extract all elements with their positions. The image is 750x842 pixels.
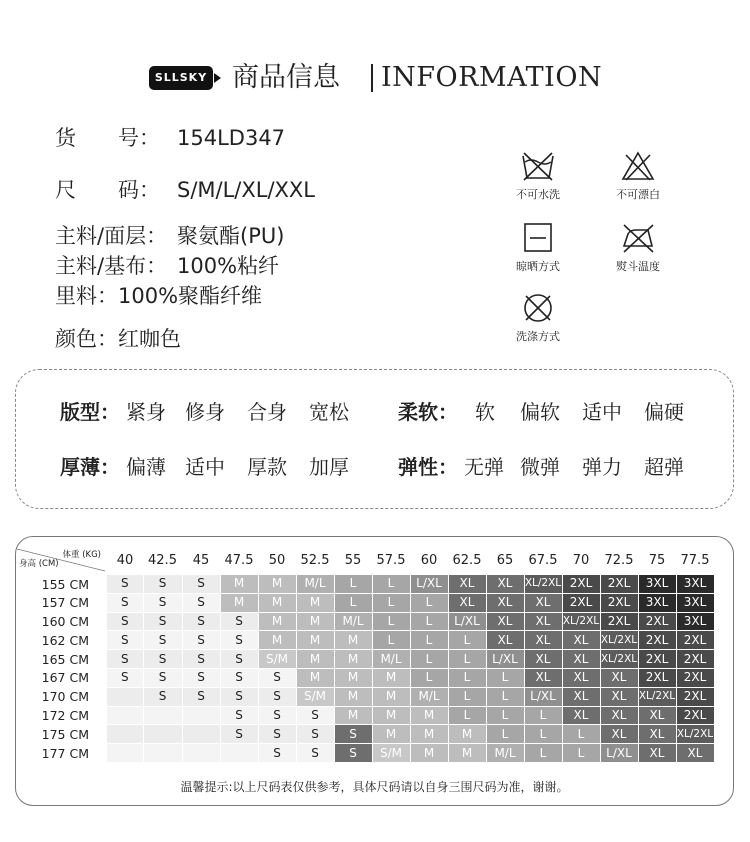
size-cell: S [107, 650, 143, 669]
size-cell: L [448, 706, 486, 725]
size-cell: S [143, 612, 182, 631]
care-clean [493, 292, 583, 344]
softness-option: 偏软 [520, 400, 560, 424]
softness-option-selected: 适中 [582, 397, 622, 427]
size-cell: L [334, 593, 372, 612]
size-cell: S [296, 744, 334, 763]
size-table-row [17, 744, 714, 763]
elasticity-option-selected: 微弹 [520, 452, 560, 482]
size-cell: S [334, 744, 372, 763]
size-cell: M [334, 668, 372, 687]
size-cell: M [410, 706, 448, 725]
size-cell: 2XL [638, 631, 676, 650]
size-cell: L [486, 668, 524, 687]
size-cell: XL [562, 668, 600, 687]
size-cell: M [296, 612, 334, 631]
size-cell: L [372, 575, 410, 593]
size-cell: S [143, 668, 182, 687]
size-cell: XL/2XL [600, 650, 638, 669]
size-cell: XL [676, 744, 714, 763]
size-cell: S/M [258, 650, 296, 669]
size-label: 尺 码： [55, 178, 160, 202]
no-wash-icon [520, 150, 556, 182]
thickness-option: 偏薄 [126, 455, 166, 479]
weight-header: 50 [268, 552, 286, 568]
size-cell: S [220, 687, 258, 706]
size-cell: M [258, 612, 296, 631]
size-cell: S [220, 706, 258, 725]
height-axis-label: 身高 (CM) [19, 559, 59, 569]
size-table-row [17, 575, 714, 593]
attribute-panel [15, 369, 734, 509]
thickness-label: 厚薄： [60, 455, 120, 479]
main-base-row [55, 252, 279, 280]
size-cell: L [334, 575, 372, 593]
size-cell: M [372, 687, 410, 706]
size-cell: S/M [296, 687, 334, 706]
size-cell: L/XL [524, 687, 562, 706]
size-cell: S [258, 744, 296, 763]
weight-header: 72.5 [604, 552, 634, 568]
size-cell: 2XL [562, 575, 600, 593]
weight-header: 42.5 [148, 552, 177, 568]
size-cell: XL [600, 706, 638, 725]
size-cell: 2XL [676, 631, 714, 650]
size-cell: S [182, 631, 220, 650]
size-cell: M [410, 744, 448, 763]
size-cell: XL/2XL [562, 612, 600, 631]
weight-header: 47.5 [224, 552, 254, 568]
size-cell: M/L [486, 744, 524, 763]
size-cell: 2XL [638, 668, 676, 687]
item-number-row [55, 124, 285, 152]
size-cell: S [182, 687, 220, 706]
softness-option: 软 [475, 400, 495, 424]
size-cell: XL [638, 706, 676, 725]
size-cell: XL [638, 725, 676, 744]
size-cell: S [182, 575, 220, 593]
size-cell [143, 744, 182, 763]
care-no-wash [493, 150, 583, 202]
size-cell: M [296, 650, 334, 669]
size-cell: XL [600, 668, 638, 687]
care-no-bleach-label: 不可漂白 [616, 188, 660, 201]
size-cell: 3XL [676, 612, 714, 631]
size-cell: L [562, 725, 600, 744]
size-cell: XL [600, 687, 638, 706]
thickness-option: 加厚 [309, 455, 349, 479]
size-cell: L [524, 725, 562, 744]
size-table-row [17, 631, 714, 650]
size-cell: S [220, 612, 258, 631]
size-cell: M [258, 631, 296, 650]
size-cell: S [220, 668, 258, 687]
no-dry-clean-icon [520, 292, 556, 324]
height-label: 177 CM [41, 745, 89, 761]
size-cell [107, 725, 143, 744]
size-cell [143, 706, 182, 725]
care-dry-label: 晾晒方式 [516, 260, 560, 273]
size-cell: 3XL [676, 575, 714, 593]
lining-row [55, 282, 262, 310]
height-label: 160 CM [41, 613, 89, 629]
weight-header: 67.5 [528, 552, 558, 568]
size-cell: S [143, 631, 182, 650]
size-cell: L [486, 725, 524, 744]
height-label: 167 CM [41, 670, 89, 686]
size-cell: XL [486, 593, 524, 612]
no-bleach-icon [620, 150, 656, 182]
size-cell: S [334, 725, 372, 744]
size-cell: XL/2XL [638, 687, 676, 706]
thickness-row [60, 452, 380, 482]
size-value: S/M/L/XL/XXL [177, 178, 316, 202]
size-cell: XL [524, 650, 562, 669]
size-cell: M [296, 668, 334, 687]
size-cell: S [182, 593, 220, 612]
size-cell: XL [448, 575, 486, 593]
main-base-label: 主料/基布： [55, 254, 168, 278]
size-cell: M/L [372, 650, 410, 669]
size-cell: M [448, 725, 486, 744]
size-cell: L [448, 687, 486, 706]
size-cell: S [107, 631, 143, 650]
size-cell: M [410, 725, 448, 744]
weight-header: 62.5 [452, 552, 482, 568]
elasticity-option: 弹力 [582, 455, 622, 479]
fit-row [60, 397, 380, 427]
color-row [55, 325, 181, 353]
no-iron-icon [620, 222, 656, 254]
size-table [17, 545, 715, 763]
care-dry [493, 222, 583, 274]
size-cell [143, 725, 182, 744]
size-cell: L [410, 631, 448, 650]
size-cell: S [258, 725, 296, 744]
size-cell: L/XL [600, 744, 638, 763]
weight-header: 45 [192, 552, 210, 568]
size-cell: M [372, 668, 410, 687]
size-table-row [17, 725, 714, 744]
title-divider [371, 64, 373, 92]
size-cell: XL [562, 631, 600, 650]
size-cell: L [448, 668, 486, 687]
size-cell: L/XL [448, 612, 486, 631]
size-table-row [17, 668, 714, 687]
size-cell [107, 706, 143, 725]
size-cell: S [220, 631, 258, 650]
color-label: 颜色： [55, 327, 118, 351]
care-iron [593, 222, 683, 274]
size-cell: S [182, 650, 220, 669]
size-cell: 2XL [600, 575, 638, 593]
size-cell: 2XL [562, 593, 600, 612]
size-cell: L [410, 612, 448, 631]
size-cell: S [220, 725, 258, 744]
size-cell: 2XL [600, 612, 638, 631]
size-cell: XL [562, 706, 600, 725]
height-label: 170 CM [41, 689, 89, 705]
size-cell: M [334, 650, 372, 669]
size-cell: L [410, 593, 448, 612]
lining-value: 100%聚酯纤维 [118, 284, 263, 308]
size-cell: S [107, 575, 143, 593]
size-cell: S [143, 650, 182, 669]
size-cell: M/L [410, 687, 448, 706]
size-cell: L [562, 744, 600, 763]
care-iron-label: 熨斗温度 [616, 260, 660, 273]
elasticity-option: 超弹 [644, 455, 684, 479]
size-cell: L/XL [410, 575, 448, 593]
logo-arrow-icon [214, 73, 221, 83]
size-cell [107, 744, 143, 763]
size-cell: S [143, 593, 182, 612]
size-cell: S [296, 725, 334, 744]
size-cell: 3XL [638, 575, 676, 593]
main-face-row [55, 222, 284, 250]
size-cell: XL [524, 612, 562, 631]
size-cell: XL [638, 744, 676, 763]
size-table-row [17, 593, 714, 612]
size-cell: M [220, 575, 258, 593]
size-cell: M [258, 593, 296, 612]
weight-header: 77.5 [680, 552, 710, 568]
size-cell: M [448, 744, 486, 763]
elasticity-option: 无弹 [464, 455, 504, 479]
size-cell: XL [486, 612, 524, 631]
size-cell: L [448, 631, 486, 650]
weight-header: 75 [648, 552, 666, 568]
size-cell: L [524, 706, 562, 725]
size-cell: XL [448, 593, 486, 612]
height-label: 175 CM [41, 726, 89, 742]
size-cell: M [334, 631, 372, 650]
size-cell: XL [524, 593, 562, 612]
size-cell: S/M [372, 744, 410, 763]
size-cell: XL [486, 575, 524, 593]
title-en: INFORMATION [381, 62, 603, 93]
elasticity-row [398, 452, 718, 482]
size-cell: 2XL [600, 593, 638, 612]
size-cell [220, 744, 258, 763]
item-number-label: 货 号： [55, 126, 160, 150]
size-cell: 3XL [676, 593, 714, 612]
thickness-option-selected: 适中 [185, 452, 225, 482]
size-cell: S [182, 668, 220, 687]
size-cell: S [220, 650, 258, 669]
size-cell: XL/2XL [676, 725, 714, 744]
size-cell: M [334, 706, 372, 725]
title-cn: 商品信息 [232, 62, 340, 93]
size-cell: 2XL [676, 687, 714, 706]
size-cell [182, 744, 220, 763]
size-cell: L [448, 650, 486, 669]
brand-logo: SLLSKY [149, 66, 213, 90]
size-cell: L [486, 687, 524, 706]
thickness-option: 厚款 [247, 455, 287, 479]
size-cell: L [486, 706, 524, 725]
size-cell: L/XL [486, 650, 524, 669]
weight-header: 40 [116, 552, 134, 568]
size-table-row [17, 706, 714, 725]
size-cell: S [143, 687, 182, 706]
size-cell: M [296, 593, 334, 612]
size-cell: 2XL [638, 650, 676, 669]
softness-option: 偏硬 [644, 400, 684, 424]
size-cell: XL [600, 725, 638, 744]
size-cell: M [372, 706, 410, 725]
size-cell: L [410, 650, 448, 669]
height-label: 155 CM [41, 576, 89, 592]
size-cell: M [372, 725, 410, 744]
weight-header: 65 [496, 552, 514, 568]
size-cell: S [258, 668, 296, 687]
weight-header: 52.5 [300, 552, 330, 568]
fit-option: 紧身 [126, 400, 166, 424]
softness-row [398, 397, 718, 427]
size-cell: S [143, 575, 182, 593]
fit-option: 合身 [247, 400, 287, 424]
size-cell: XL/2XL [524, 575, 562, 593]
size-cell: M/L [296, 575, 334, 593]
size-cell: XL [562, 687, 600, 706]
size-note: 温馨提示:以上尺码表仅供参考，具体尺码请以自身三围尺码为准，谢谢。 [180, 780, 569, 794]
main-face-value: 聚氨酯(PU) [177, 224, 285, 248]
size-cell: L [372, 631, 410, 650]
main-base-value: 100%粘纤 [177, 254, 280, 278]
size-cell: XL [524, 631, 562, 650]
size-cell: XL [562, 650, 600, 669]
size-cell: L [524, 744, 562, 763]
size-cell: L [410, 668, 448, 687]
size-cell: XL/2XL [600, 631, 638, 650]
size-cell: S [258, 706, 296, 725]
size-cell: M/L [334, 612, 372, 631]
size-cell: S [107, 612, 143, 631]
size-cell [182, 725, 220, 744]
size-cell: L [372, 612, 410, 631]
size-cell: 3XL [638, 593, 676, 612]
softness-label: 柔软： [398, 400, 458, 424]
size-cell: M [258, 575, 296, 593]
size-table-row [17, 612, 714, 631]
size-cell: S [107, 593, 143, 612]
size-cell [107, 687, 143, 706]
weight-axis-label: 体重 (KG) [62, 550, 101, 560]
size-cell: M [220, 593, 258, 612]
size-cell: 2XL [676, 668, 714, 687]
size-cell: XL [486, 631, 524, 650]
fit-label: 版型： [60, 400, 120, 424]
size-cell: 2XL [676, 650, 714, 669]
size-cell [182, 706, 220, 725]
height-label: 162 CM [41, 632, 89, 648]
weight-header: 70 [572, 552, 590, 568]
size-cell: 2XL [638, 612, 676, 631]
size-table-row [17, 687, 714, 706]
main-face-label: 主料/面层： [55, 224, 168, 248]
height-label: 157 CM [41, 595, 89, 611]
weight-header: 60 [420, 552, 438, 568]
weight-header: 57.5 [376, 552, 406, 568]
care-no-bleach [593, 150, 683, 202]
size-cell: S [182, 612, 220, 631]
lining-label: 里料： [55, 284, 118, 308]
height-label: 165 CM [41, 651, 89, 667]
size-cell: S [258, 687, 296, 706]
size-cell: 2XL [676, 706, 714, 725]
height-label: 172 CM [41, 707, 89, 723]
weight-header: 55 [344, 552, 362, 568]
size-table-row [17, 650, 714, 669]
size-table-corner [17, 545, 107, 575]
size-cell: XL [524, 668, 562, 687]
item-number-value: 154LD347 [177, 126, 286, 150]
fit-option: 修身 [185, 400, 225, 424]
dry-flat-icon [520, 222, 556, 254]
care-no-wash-label: 不可水洗 [516, 188, 560, 201]
size-table-header [17, 545, 714, 575]
care-clean-label: 洗涤方式 [516, 330, 560, 343]
size-row [55, 176, 315, 204]
size-cell: S [107, 668, 143, 687]
size-cell: M [296, 631, 334, 650]
size-cell: M [334, 687, 372, 706]
size-cell: L [372, 593, 410, 612]
elasticity-label: 弹性： [398, 455, 458, 479]
color-value: 红咖色 [118, 327, 181, 351]
fit-option-selected: 宽松 [309, 397, 349, 427]
size-cell: S [296, 706, 334, 725]
